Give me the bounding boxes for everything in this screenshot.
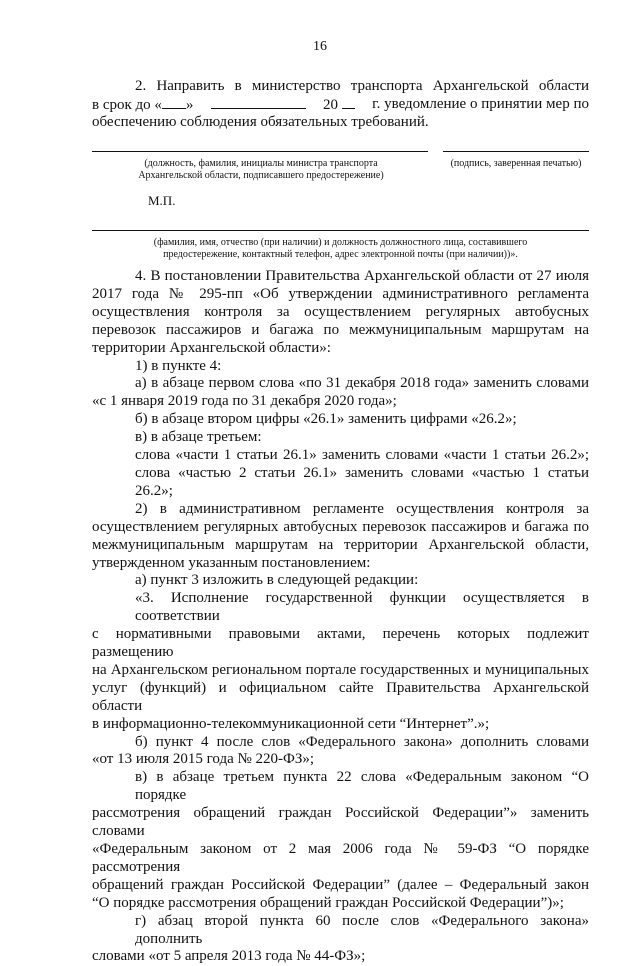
subitem-2g: г) абзац второй пункта 60 после слов «Федерального закона» дополнить — [135, 912, 589, 947]
subitem-1c-1: слова «части 1 статьи 26.1» заменить словами «части 1 статьи 26.2»; — [135, 447, 589, 464]
official-info-line — [92, 230, 589, 231]
section-4-intro: 4. В постановлении Правительства Архангельской области от 27 июля 2017 года № 295-пп «Об утверждении административного регламента осуществления контроля за осуществлением регулярных автобусных перевозок пассажиров и багажа по межмуниципальным маршрутам на территории Архангельской области»: — [92, 268, 589, 356]
minister-caption: (должность, фамилия, инициалы министра транспорта Архангельской области, подписавшего предостережение) — [138, 158, 384, 181]
subitem-1c: в) в абзаце третьем: — [135, 429, 262, 446]
date-blank-line — [211, 96, 306, 109]
section-4 — [92, 268, 589, 966]
subitem-2: 2) в административном регламенте осуществления контроля за осуществлением регулярных автобусных перевозок пассажиров и багажа по межмуниципальным маршрутам на территории Архангельской области, утвержденном указанным постановлением: а) пункт 3 изложить в следующей редакции: «3. Исполнение государственной функции осуществляется в соответствии с нормативными правовыми актами, перечень которых подлежит размещению на Архангельском региональном портале государственных и муниципальных услуг (функций) и официальном сайте Правительства Архангельской области в информационно-телекоммуникационной сети “Интернет”.»; б) пункт 4 после слов «Федерального закона» дополнить словами «от 13 июля 2015 года № 220-ФЗ»; в) в абзаце третьем пункта 22 слова «Федеральным законом “О порядке рассмотрения обращений граждан Российской Федерации”» заменить словами «Федеральным законом от 2 мая 2006 года № 59-ФЗ “О порядке рассмотрения обращений граждан Российской Федерации” (далее – Федеральный закон “О порядке рассмотрения обращений граждан Российской Федерации”)»; г) абзац второй пункта 60 после слов «Федерального закона» дополнить словами «от 5 апреля 2013 года № 44-ФЗ»; — [92, 500, 589, 965]
quote-line-2: с нормативными правовыми актами, перечень которых подлежит размещению — [92, 626, 589, 661]
subitem-1b: б) в абзаце втором цифры «26.1» заменить цифрами «26.2»; — [135, 411, 517, 428]
quote-line-1: «3. Исполнение государственной функции осуществляется в соответствии — [135, 590, 589, 625]
quote-line-4: услуг (функций) и официальном сайте Правительства Архангельской области — [92, 679, 589, 714]
subitem-1: 1) в пункте 4: а) в абзаце первом слова «по 31 декабря 2018 года» заменить словами «с 1 января 2019 года по 31 декабря 2020 года»; б) в абзаце втором цифры «26.1» заменить цифрами «26.2»; в) в абзаце третьем: слова «части 1 статьи 26.1» заменить словами «части 1 статьи 26.2»; слова «частью 2 статьи 26.1» заменить словами «частью 1 статьи 26.2»; — [92, 357, 589, 499]
subitem-1a: а) в абзаце первом слова «по 31 декабря 2018 года» заменить словами — [135, 375, 589, 392]
page-number: 16 — [313, 39, 327, 54]
subitem-2v: в) в абзаце третьем пункта 22 слова «Федеральным законом “О порядке — [135, 769, 589, 804]
official-info-caption: (фамилия, имя, отчество (при наличии) и должность должностного лица, составившего предостережение, контактный телефон, адрес электронной почты (при наличии))». — [153, 237, 528, 260]
quote-line-3: на Архангельском региональном портале государственных и муниципальных — [92, 661, 589, 678]
subitem-2b: б) пункт 4 после слов «Федерального закона» дополнить словами — [135, 733, 589, 750]
item-2-line-2: в срок до « » 20 г. уведомление о принятии мер по — [92, 95, 589, 113]
quote-line-5: в информационно-телекоммуникационной сети “Интернет”.»; — [92, 715, 490, 732]
signature-caption: (подпись, заверенная печатью) — [450, 158, 582, 169]
item-2-line-1: 2. Направить в министерство транспорта Архангельской области — [135, 78, 589, 94]
subitem-1c-2: слова «частью 2 статьи 26.1» заменить словами «частью 1 статьи 26.2»; — [135, 464, 589, 499]
item-2-paragraph — [92, 78, 589, 132]
seal-placeholder: М.П. — [148, 193, 176, 208]
item-2-line-3: обеспечению соблюдения обязательных требований. — [92, 114, 429, 131]
signature-line — [443, 151, 589, 152]
subitem-2a: а) пункт 3 изложить в следующей редакции: — [135, 572, 419, 589]
minister-signature-line — [92, 151, 428, 152]
